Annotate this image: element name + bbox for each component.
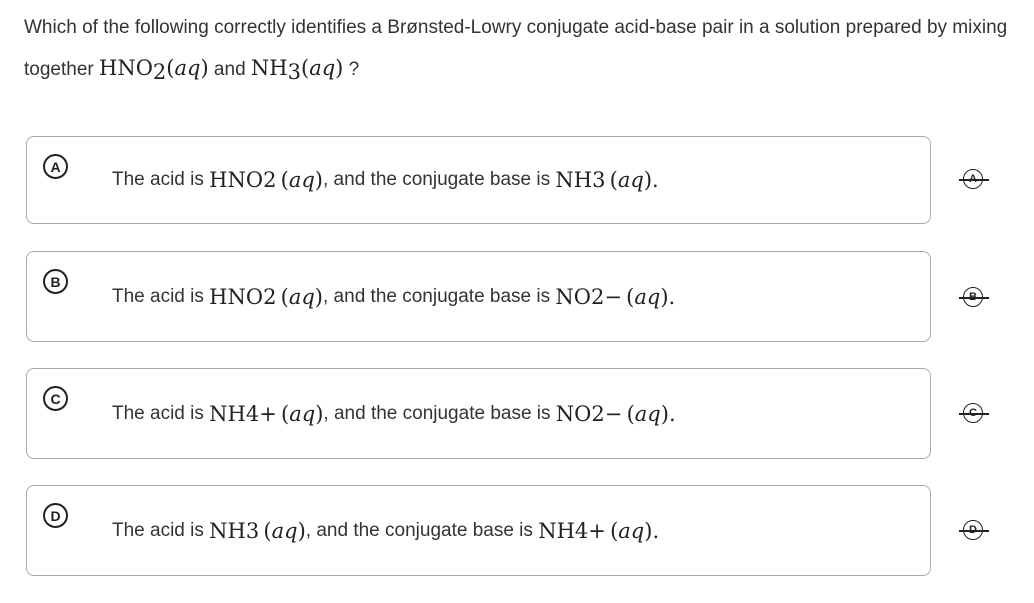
choice-letter-d: D — [43, 503, 68, 528]
strikethrough-a-button[interactable] — [959, 167, 989, 193]
choice-text-b: The acid is HNO 2 ( aq ) , and the conjugate base is NO 2 − ( aq ) . — [112, 284, 676, 309]
choice-text-d: The acid is NH 3 ( aq ) , and the conjugate base is NH 4 + ( aq ) . — [112, 518, 660, 543]
question-mark: ? — [343, 59, 360, 80]
answer-choice-c[interactable] — [26, 368, 931, 459]
question-text: Which of the following correctly identifies a Brønsted-Lowry conjugate acid-base pair in a solution prepared by mixing together — [24, 17, 1008, 80]
choice-letter-b: B — [43, 269, 68, 294]
answer-choice-b[interactable] — [26, 251, 931, 342]
strikethrough-d-button[interactable] — [959, 518, 989, 544]
choice-letter-c: C — [43, 386, 68, 411]
formula-nh3: $NH_3(aq)$ — [250, 56, 344, 84]
answer-choice-a[interactable] — [26, 136, 931, 224]
strikethrough-b-button[interactable] — [959, 285, 989, 311]
question-stem — [24, 8, 1024, 90]
choice-letter-a: A — [43, 154, 68, 179]
formula-hno2: $HNO_2(aq)$ — [99, 56, 209, 84]
strikethrough-c-button[interactable] — [959, 401, 989, 427]
question-text-and: and — [208, 59, 251, 80]
choice-text-c: The acid is NH 4 + ( aq ) , and the conjugate base is NO 2 − ( aq ) . — [112, 401, 676, 426]
answer-choice-d[interactable] — [26, 485, 931, 576]
choice-text-a: The acid is HNO 2 ( aq ) , and the conjugate base is NH 3 ( aq ) . — [112, 168, 659, 192]
